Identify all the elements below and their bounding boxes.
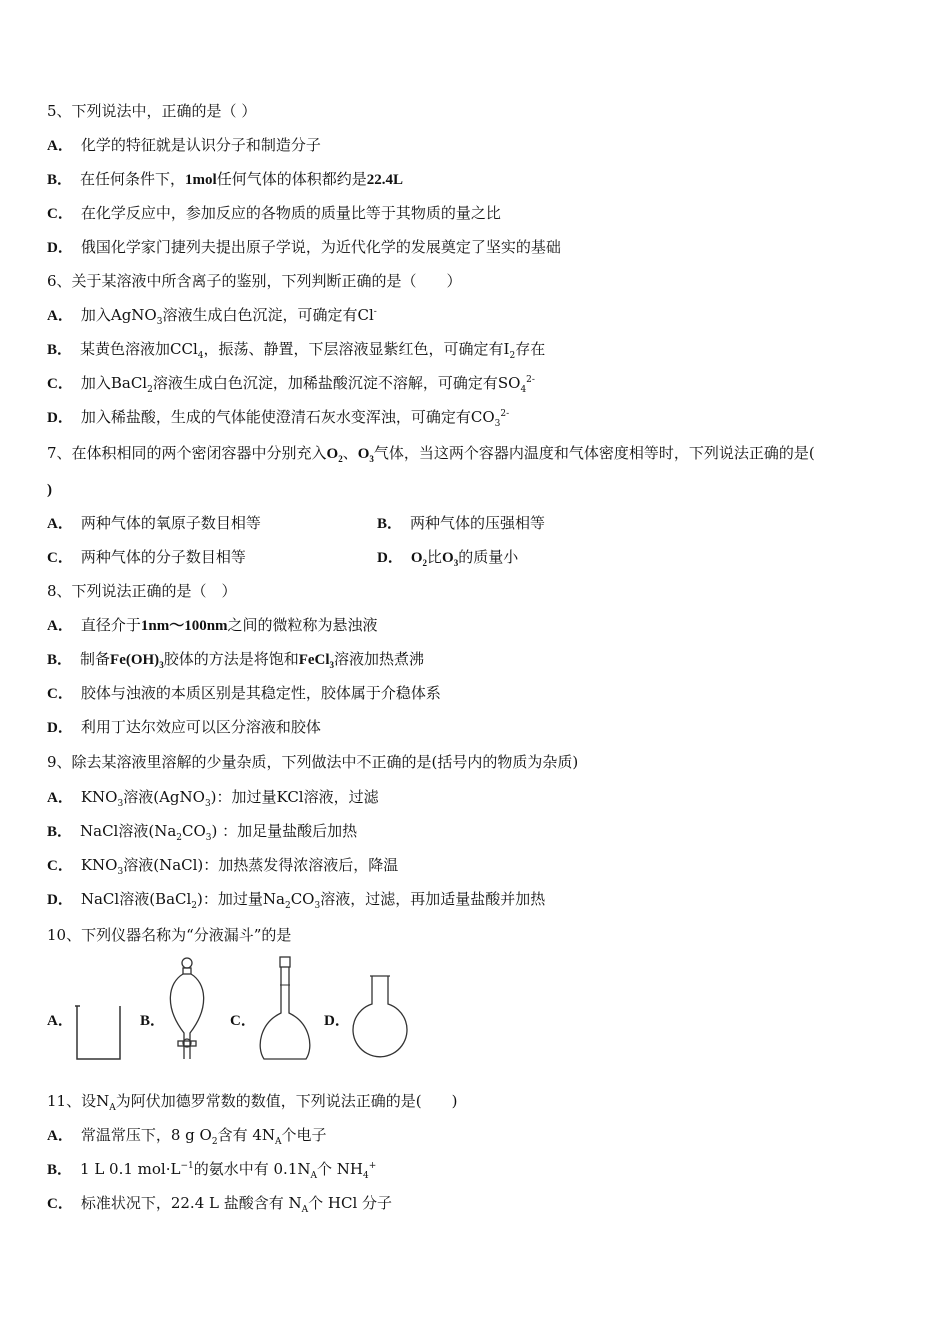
q8-option-a: A． 直径介于1nm～100nm之间的微粒称为悬浊液 [47,616,378,634]
volumetric-flask-icon [256,955,314,1067]
q9-option-b: B． NaCl溶液$(Na_2CO_3)$ ：加足量盐酸后加热 [47,822,358,843]
q7-option-d: D． $O_2$比$O_3$的质量小 [377,548,519,568]
q11-stem: 11、设$N_A$为阿伏加德罗常数的数值，下列说法正确的是( ) [47,1092,458,1113]
q7-option-c: C． 两种气体的分子数目相等 [47,548,246,566]
q8-option-d: D． 利用丁达尔效应可以区分溶液和胶体 [47,718,321,736]
q5-stem: 5、下列说法中，正确的是（ ） [47,102,257,120]
beaker-icon [74,1003,124,1063]
q11-option-b: B． 1 L 0.1 $mol\cdot L^{-1}$的氨水中有 $0.1N_A$个 $NH_4^+$ [47,1160,377,1181]
q5-option-d: D． 俄国化学家门捷列夫提出原子学说，为近代化学的发展奠定了坚实的基础 [47,238,561,256]
separatory-funnel-icon [162,955,212,1067]
q7-stem: 7、在体积相同的两个密闭容器中分别充入$O_2$、$O_3$气体，当这两个容器内温度和气体密度相等时，下列说法正确的是( [47,444,815,464]
q8-stem: 8、下列说法正确的是（ ） [47,582,237,600]
q9-option-a: A． $KNO_3$溶液(AgNO$_3$)：加过量KCl溶液，过滤 [47,788,379,809]
q5-option-c: C． 在化学反应中，参加反应的各物质的质量比等于其物质的量之比 [47,204,501,222]
q9-stem: 9、除去某溶液里溶解的少量杂质，下列做法中不正确的是(括号内的物质为杂质) [47,753,579,771]
q9-option-c: C． $KNO_3$溶液(NaCl)：加热蒸发得浓溶液后，降温 [47,856,399,877]
q8-option-b: B． 制备$Fe(OH)_3$胶体的方法是将饱和FeCl$_3$溶液加热煮沸 [47,650,425,670]
q11-option-c: C． 标准状况下，22.4 L 盐酸含有 $N_A$个 HCl 分子 [47,1194,393,1215]
q5-option-b: B． 在任何条件下，1mol任何气体的体积都约是22.4L [47,170,403,188]
q10-label-c: C． [230,1013,256,1029]
q10-stem: 10、下列仪器名称为“分液漏斗”的是 [47,926,292,944]
q6-option-b: B． 某黄色溶液加CCl$_4$，振荡、静置，下层溶液显紫红色，可确定有$I_2$存在 [47,340,546,361]
q6-option-a: A． 加入AgNO$_3$溶液生成白色沉淀，可确定有Cl- [47,306,377,327]
q10-label-d: D． [324,1013,350,1029]
q5-option-a: A． 化学的特征就是认识分子和制造分子 [47,136,321,154]
round-bottom-flask-icon [350,972,410,1066]
q10-label-b: B． [140,1013,166,1029]
q6-option-c: C． 加入BaCl$_2$溶液生成白色沉淀，加稀盐酸沉淀不溶解，可确定有$SO_4^{2-}$ [47,374,535,395]
q6-stem: 6、关于某溶液中所含离子的鉴别，下列判断正确的是（ ） [47,272,462,290]
q7-stem-close: ) [47,482,52,498]
q10-label-a: A． [47,1013,73,1029]
q7-option-b: B． 两种气体的压强相等 [377,514,546,532]
q7-option-a: A． 两种气体的氧原子数目相等 [47,514,261,532]
q6-option-d: D． 加入稀盐酸，生成的气体能使澄清石灰水变浑浊，可确定有$CO_3^{2-}$ [47,408,510,429]
q8-option-c: C． 胶体与浊液的本质区别是其稳定性，胶体属于介稳体系 [47,684,441,702]
q9-option-d: D． NaCl溶液(BaCl$_2$)：加过量$Na_2CO_3$溶液，过滤，再加适量盐酸并加热 [47,890,546,911]
q11-option-a: A． 常温常压下，8 g $O_2$含有 $4N_A$个电子 [47,1126,327,1147]
